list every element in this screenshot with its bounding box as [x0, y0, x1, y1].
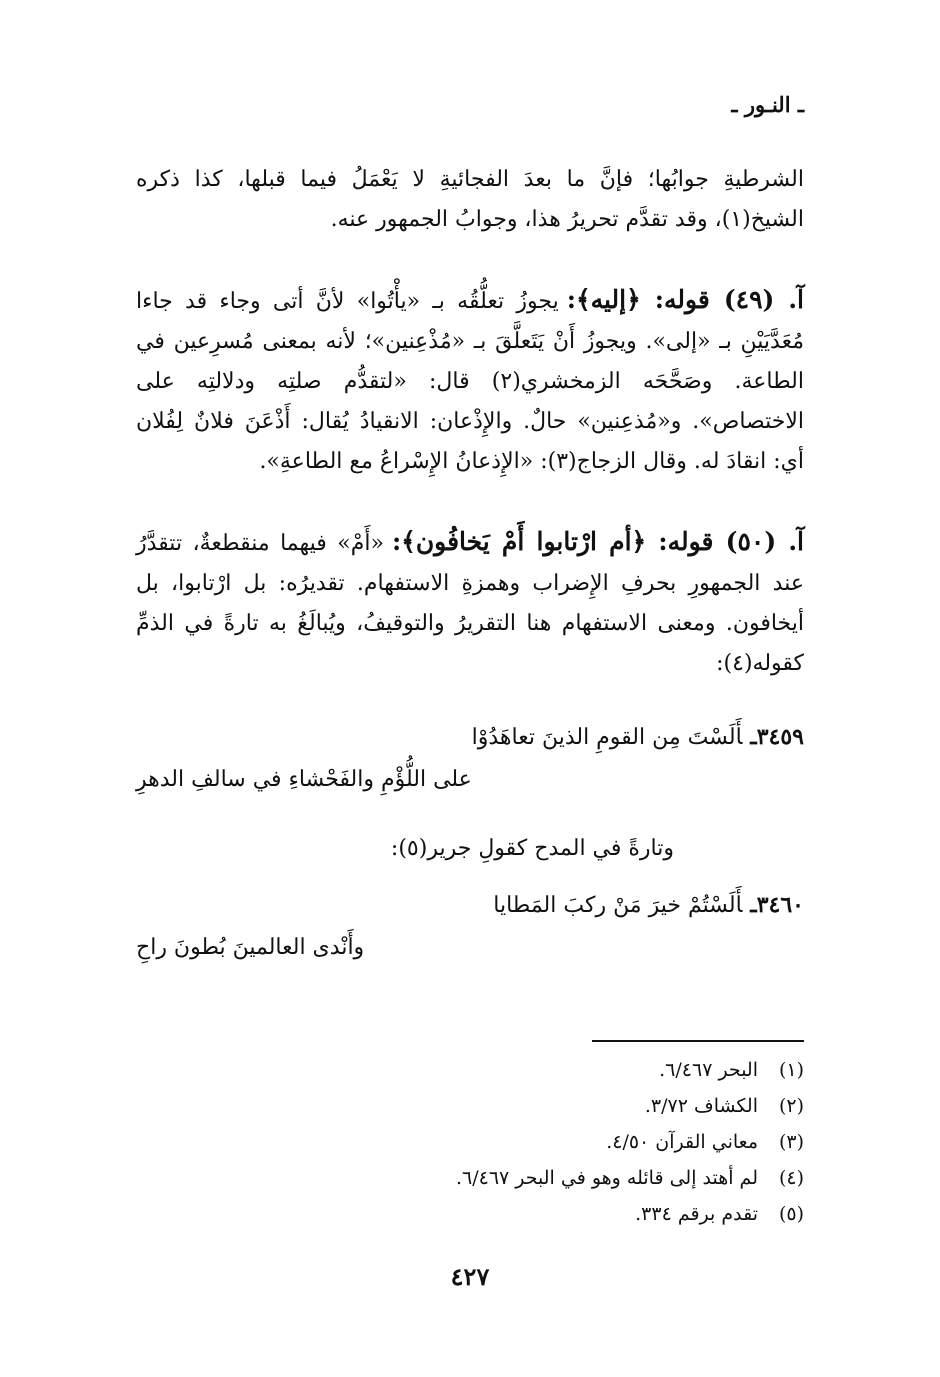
footnote-1-number: (١)	[778, 1059, 804, 1081]
footnote-3-text: معاني القرآن ٤/٥٠.	[606, 1131, 758, 1153]
verse-1-second-hemistich: على اللُّؤْمِ والفَحْشاءِ في سالفِ الدهرِ	[136, 767, 472, 792]
paragraph-3	[136, 522, 804, 684]
paragraph-1-text: الشرطيةِ جوابُها؛ فإنَّ ما بعدَ الفجائيةِ لا يَعْمَلُ فيما قبلها، كذا ذكره الشيخ(١)، وقد تقدَّم تحريرُ هذا، وجوابُ الجمهور عنه.	[136, 167, 804, 232]
footnote-2	[136, 1088, 804, 1124]
paragraph-2-marker: آ. (٤٩) قوله: ﴿إليه﴾:	[566, 285, 804, 314]
footnote-3	[136, 1124, 804, 1160]
footnote-5-text: تقدم برقم ٣٣٤.	[635, 1203, 758, 1225]
paragraph-3-marker: آ. (٥٠) قوله: ﴿أم ارْتابوا أَمْ يَخافُون﴾:	[391, 527, 804, 556]
page-number: ٤٢٧	[450, 1262, 490, 1291]
verse-3459	[136, 716, 804, 801]
running-header: ـ النـور ـ	[731, 92, 804, 117]
verse-1-number: ٣٤٥٩ـ	[750, 724, 804, 750]
verse-2-number: ٣٤٦٠ـ	[750, 892, 804, 918]
footnote-2-text: الكشاف ٣/٧٢.	[644, 1095, 758, 1117]
footnote-4-text: لم أهتد إلى قائله وهو في البحر ٦/٤٦٧.	[455, 1167, 758, 1189]
paragraph-3-text: «أَمْ» فيهما منقطعةٌ، تتقدَّرُ عند الجمهورِ بحرفِ الإِضراب وهمزةِ الاستفهام. تقديرُه: بل ارْتابوا، بل أيخافون. ومعنى الاستفهام هنا التقريرُ والتوقيفُ، ويُبالَغُ به تارةً في الذمِّ كقوله(٤):	[136, 531, 804, 676]
footnote-1-text: البحر ٦/٤٦٧.	[659, 1059, 758, 1081]
footnote-5	[136, 1196, 804, 1232]
footnote-separator	[592, 1040, 804, 1042]
footnote-3-number: (٣)	[778, 1131, 804, 1153]
verse-1-first-hemistich: أَلَسْتَ مِن القومِ الذينَ تعاهَدُوْا	[471, 725, 743, 750]
footnote-1	[136, 1052, 804, 1088]
paragraph-2-text: يجوزُ تعلُّقُه بـ «يأْتُوا» لأنَّ أتى وجاء قد جاءا مُعَدَّيَيْنِ بـ «إلى». ويجوزُ أَنْ يَتَعلَّقَ بـ «مُذْعِنين»؛ لأنه بمعنى مُسرِعين في الطاعة. وصَحَّحَه الزمخشري(٢) قال: «لتقدُّم صلتِه ودلالتِه على الاختصاص». و«مُذعِنين» حالٌ. والإِذْعان: الانقيادُ يُقال: أَذْعَنَ فلانٌ لِفُلان أي: انقادَ له. وقال الزجاج(٣): «الإِذعانُ الإِسْراعُ مع الطاعةِ».	[136, 289, 805, 474]
verse-2-second-hemistich: وأَنْدى العالمينَ بُطونَ راحِ	[136, 935, 365, 960]
footnotes	[136, 1052, 804, 1232]
footnote-4	[136, 1160, 804, 1196]
footnote-4-number: (٤)	[778, 1167, 804, 1189]
paragraph-1	[136, 160, 804, 240]
verse-3460	[136, 884, 804, 969]
verse-intro: وتارةً في المدح كقولِ جرير(٥):	[390, 836, 674, 861]
footnote-5-number: (٥)	[778, 1203, 804, 1225]
paragraph-2	[136, 280, 804, 482]
verse-2-first-hemistich: أَلَسْتُمْ خيرَ مَنْ ركبَ المَطايا	[493, 893, 743, 918]
footnote-2-number: (٢)	[778, 1095, 804, 1117]
